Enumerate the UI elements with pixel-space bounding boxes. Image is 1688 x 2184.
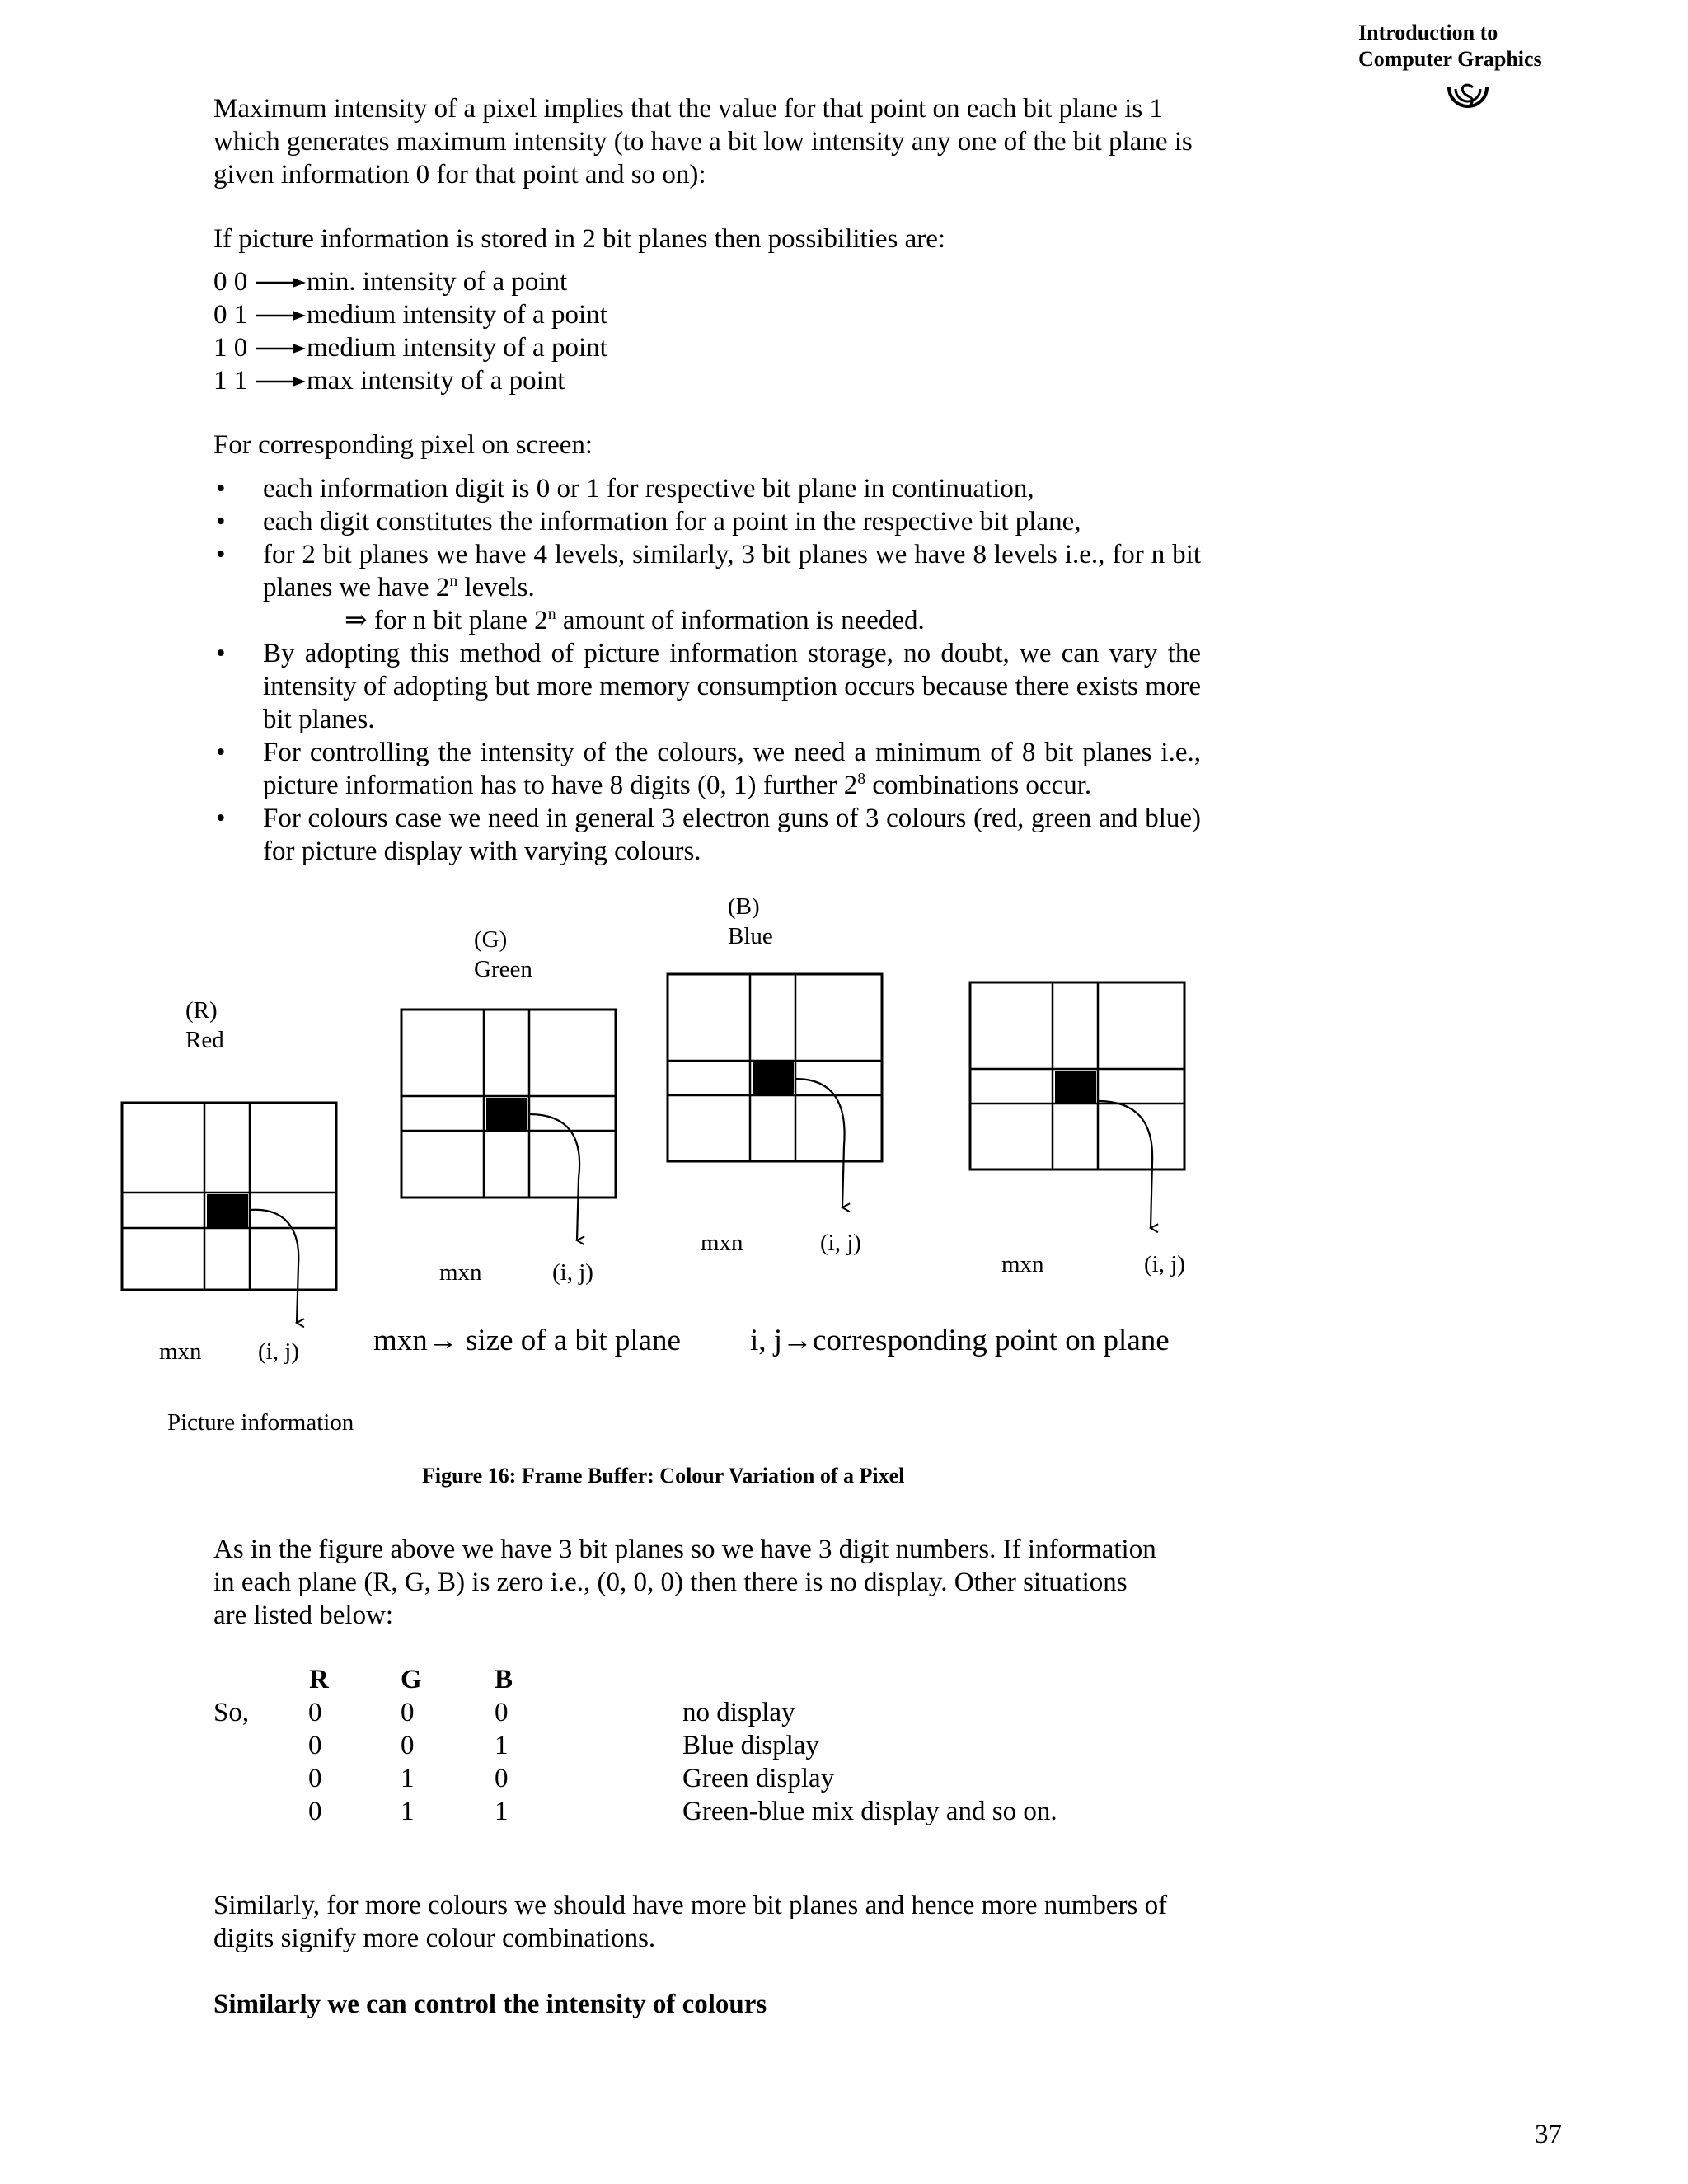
bullet-icon: • xyxy=(216,804,226,833)
green-bit-plane-grid xyxy=(401,1010,616,1240)
superscript: n xyxy=(547,605,556,623)
pixel-pointer-arrow xyxy=(795,1079,845,1207)
table-cell: 1 xyxy=(401,1764,415,1793)
bit-meaning: max intensity of a point xyxy=(307,366,565,396)
implies-symbol: ⇒ xyxy=(345,606,368,635)
bit-code: 1 0 xyxy=(213,333,248,363)
blue-size-label: mxn xyxy=(701,1230,743,1256)
table-cell: 0 xyxy=(308,1764,322,1793)
superscript: n xyxy=(449,572,458,590)
bit-meaning: medium intensity of a point xyxy=(307,333,607,363)
blue-point-label: (i, j) xyxy=(820,1230,861,1256)
active-pixel xyxy=(1055,1071,1096,1104)
red-plane-label xyxy=(185,996,224,1055)
active-pixel xyxy=(486,1098,528,1131)
table-cell: Green-blue mix display and so on. xyxy=(682,1797,1057,1826)
bullet-icon: • xyxy=(216,738,226,767)
table-cell: 0 xyxy=(401,1698,415,1727)
combined-size-label: mxn xyxy=(1001,1251,1044,1277)
table-cell: 1 xyxy=(495,1797,509,1826)
bullet-text: levels. xyxy=(457,573,535,602)
table-cell: 0 xyxy=(495,1698,509,1727)
bullet-text: For colours case we need in general 3 electron guns of 3 colours (red, green and blue) for picture display with varying colours. xyxy=(263,804,1201,866)
rgb-paragraph: As in the figure above we have 3 bit planes so we have 3 digit numbers. If information in each plane (R, G, B) is zero i.e., (0, 0, 0) then there is no display. Other situations are listed below: xyxy=(213,1535,1156,1630)
table-cell: 0 xyxy=(401,1731,415,1760)
table-cell: no display xyxy=(682,1698,795,1727)
legend-point: i, j→corresponding point on plane xyxy=(750,1324,1170,1357)
pixel-pointer-arrow xyxy=(250,1210,298,1323)
bullet-text: combinations occur. xyxy=(865,771,1092,800)
table-cell: Green display xyxy=(682,1764,835,1793)
table-cell: Blue display xyxy=(682,1731,819,1760)
blue-code: (B) xyxy=(728,893,760,920)
table-cell: 1 xyxy=(495,1731,509,1760)
blue-name: Blue xyxy=(728,923,773,949)
page-number: 37 xyxy=(1535,2120,1562,2149)
red-code: (R) xyxy=(185,997,218,1024)
pixel-section-lead: For corresponding pixel on screen: xyxy=(213,430,593,460)
green-size-label: mxn xyxy=(439,1259,482,1286)
header-title-line2: Computer Graphics xyxy=(1358,47,1542,71)
green-point-label: (i, j) xyxy=(552,1259,593,1286)
closing-bold-line: Similarly we can control the intensity of colours xyxy=(213,1990,767,2019)
superscript: 8 xyxy=(857,770,866,788)
green-plane-label xyxy=(474,925,532,984)
bit-meaning: min. intensity of a point xyxy=(307,267,568,297)
bit-code: 0 0 xyxy=(213,267,248,297)
header-r: R xyxy=(309,1665,329,1694)
blue-plane-label xyxy=(728,892,773,951)
header-g: G xyxy=(401,1665,422,1694)
picture-information-label: Picture information xyxy=(167,1409,354,1436)
pixel-pointer-arrow xyxy=(529,1114,579,1240)
red-bit-plane-grid xyxy=(122,1103,336,1323)
bullet-icon: • xyxy=(216,507,226,537)
green-name: Green xyxy=(474,956,532,982)
so-label: So, xyxy=(213,1698,250,1727)
active-pixel xyxy=(753,1062,794,1095)
bullet-text: each digit constitutes the information for a point in the respective bit plane, xyxy=(263,507,1081,537)
combined-point-label: (i, j) xyxy=(1144,1251,1185,1277)
figure-caption: Figure 16: Frame Buffer: Colour Variation of a Pixel xyxy=(422,1464,905,1488)
implies-text: for n bit plane 2 xyxy=(367,606,548,635)
table-cell: 1 xyxy=(401,1797,415,1826)
bit-meaning: medium intensity of a point xyxy=(307,300,607,330)
implies-text: amount of information is needed. xyxy=(556,606,925,635)
closing-paragraph: Similarly, for more colours we should have more bit planes and hence more numbers of digits signify more colour combinations. xyxy=(213,1891,1168,1953)
bit-code: 1 1 xyxy=(213,366,248,396)
table-cell: 0 xyxy=(308,1797,322,1826)
table-cell: 0 xyxy=(495,1764,509,1793)
bullet-icon: • xyxy=(216,540,226,569)
active-pixel xyxy=(207,1194,248,1227)
bullet-text: For controlling the intensity of the colours, we need a minimum of 8 bit planes i.e., picture information has to have 8 digits (0, 1) further 2 xyxy=(263,738,1201,800)
bullet-text: By adopting this method of picture information storage, no doubt, we can vary the intensity of adopting but more memory consumption occurs because there exists more bit planes. xyxy=(263,639,1201,734)
red-name: Red xyxy=(185,1027,224,1053)
red-point-label: (i, j) xyxy=(258,1338,299,1365)
bullet-icon: • xyxy=(216,639,226,668)
legend-size: mxn→ size of a bit plane xyxy=(373,1324,681,1357)
header-b: B xyxy=(495,1665,513,1694)
table-cell: 0 xyxy=(308,1698,322,1727)
green-code: (G) xyxy=(474,926,508,953)
bit-planes-lead: If picture information is stored in 2 bit planes then possibilities are: xyxy=(213,224,946,254)
bullet-icon: • xyxy=(216,474,226,504)
header-title-line1: Introduction to xyxy=(1358,21,1498,45)
pixel-pointer-arrow xyxy=(1098,1101,1152,1228)
bit-code: 0 1 xyxy=(213,300,248,330)
bullet-text: for 2 bit planes we have 4 levels, similarly, 3 bit planes we have 8 levels i.e., for n bit planes we have 2 xyxy=(263,540,1201,602)
red-size-label: mxn xyxy=(159,1338,202,1365)
bullet-text: each information digit is 0 or 1 for respective bit plane in continuation, xyxy=(263,474,1034,504)
table-cell: 0 xyxy=(308,1731,322,1760)
combined-bit-plane-grid xyxy=(970,982,1184,1228)
intro-paragraph: Maximum intensity of a pixel implies that the value for that point on each bit plane is 1 which generates maximum intensity (to have a bit low intensity any one of the bit plane is given information 0 for that point and so on): xyxy=(213,94,1193,190)
blue-bit-plane-grid xyxy=(668,974,882,1207)
